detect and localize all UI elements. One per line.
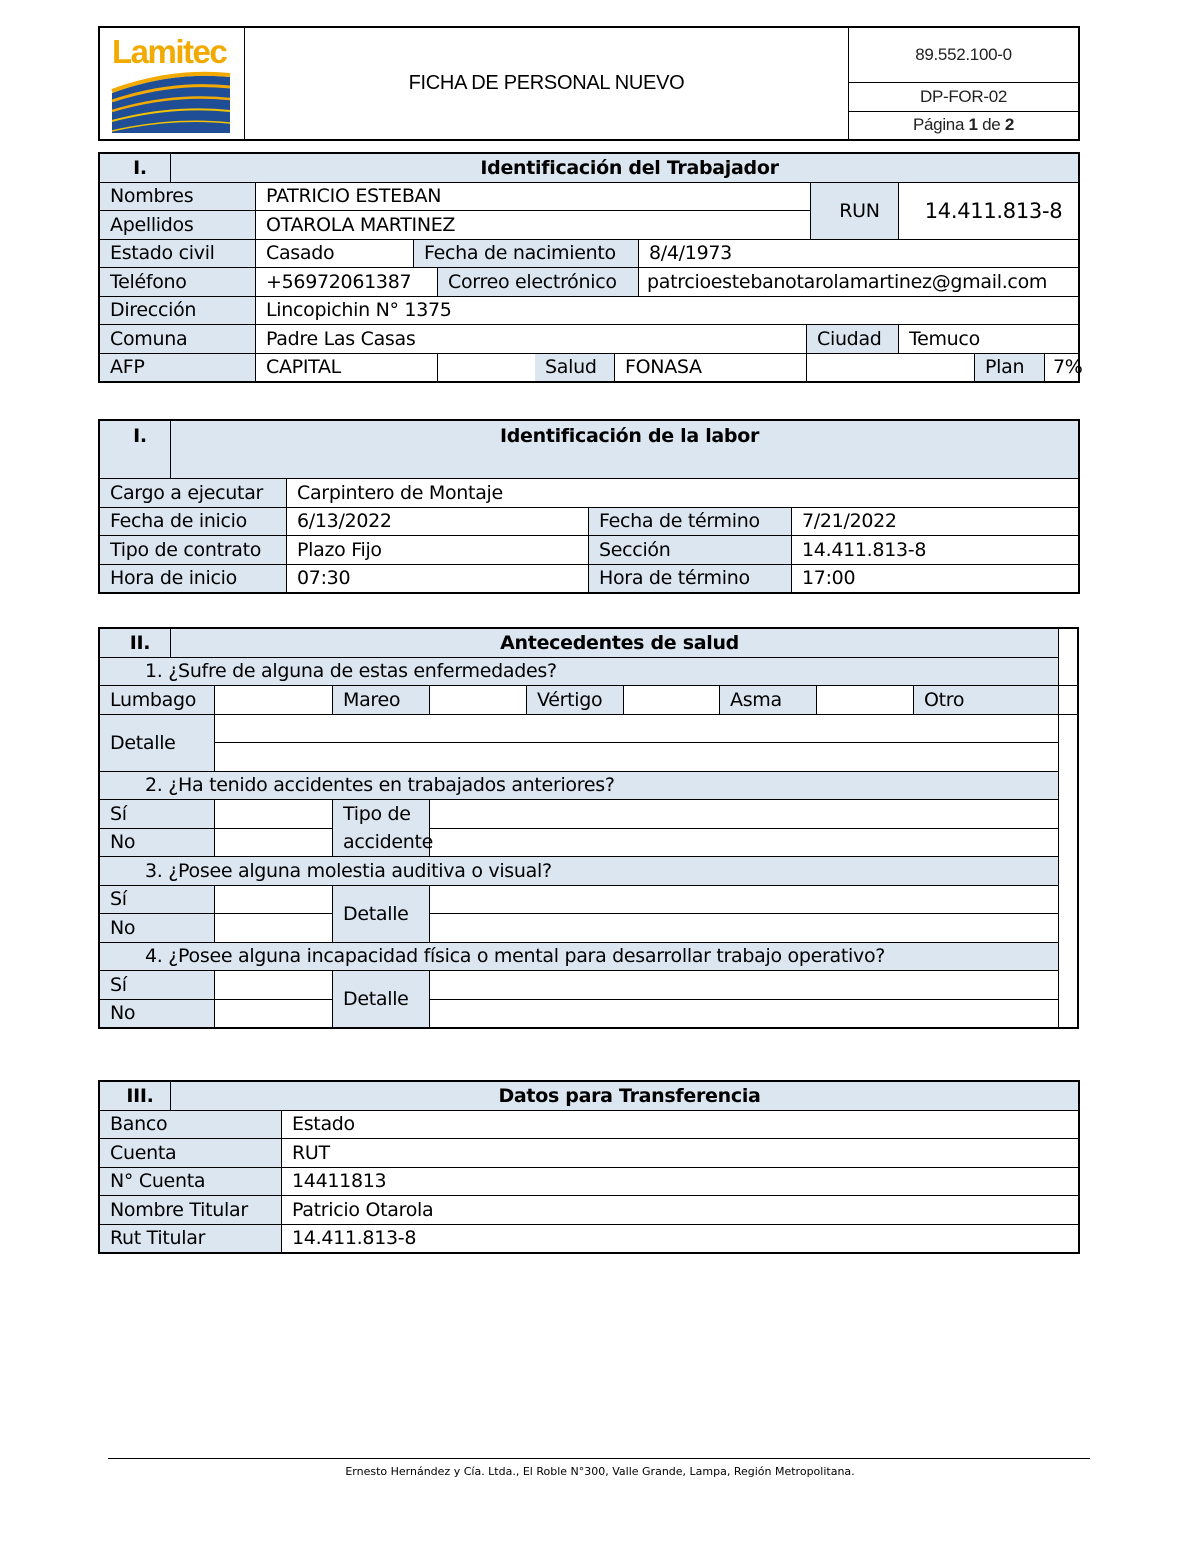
fecha-nacimiento-label: Fecha de nacimiento: [414, 239, 639, 268]
direccion-label: Dirección: [100, 296, 256, 325]
q3-no-input[interactable]: [215, 914, 333, 943]
nombre-titular-value: Patricio Otarola: [282, 1196, 1079, 1225]
seccion-value: 14.411.813-8: [792, 536, 1079, 565]
q2-si-label: Sí: [100, 800, 215, 829]
q4-si-input[interactable]: [215, 971, 333, 1000]
hora-inicio-label: Hora de inicio: [100, 564, 287, 593]
fecha-nacimiento-value: 8/4/1973: [639, 239, 1079, 268]
banco-label: Banco: [100, 1110, 282, 1139]
cuenta-label: Cuenta: [100, 1139, 282, 1168]
section-transfer: [99, 1081, 1079, 1253]
correo-label: Correo electrónico: [438, 268, 639, 297]
plan-value: 7%: [1045, 353, 1079, 382]
q3-si-label: Sí: [100, 885, 215, 914]
q4-no-input[interactable]: [215, 999, 333, 1028]
logo-cell: [100, 28, 245, 140]
detalle-input-2[interactable]: [215, 743, 1059, 772]
section-job-id: [99, 420, 1079, 593]
numero-cuenta-label: N° Cuenta: [100, 1167, 282, 1196]
tipo-accidente-input-1[interactable]: [430, 800, 1059, 829]
hora-termino-value: 17:00: [792, 564, 1079, 593]
q4-detalle-label: Detalle: [333, 971, 430, 1028]
section-title: Identificación del Trabajador: [171, 154, 1079, 183]
salud-value: FONASA: [625, 355, 702, 378]
apellidos-label: Apellidos: [100, 211, 256, 240]
hora-inicio-value: 07:30: [287, 564, 589, 593]
section-title: Datos para Transferencia: [171, 1082, 1079, 1111]
apellidos-value: OTAROLA MARTINEZ: [256, 211, 811, 240]
q3-detalle-input-1[interactable]: [430, 885, 1059, 914]
mareo-label: Mareo: [333, 686, 430, 715]
question-4: 4. ¿Posee alguna incapacidad física o mental para desarrollar trabajo operativo?: [100, 942, 1059, 971]
hora-termino-label: Hora de término: [589, 564, 792, 593]
estado-civil-value: Casado: [256, 239, 414, 268]
lumbago-label: Lumbago: [100, 686, 215, 715]
plan-label: Plan: [975, 353, 1045, 382]
logo-text: Lamitec: [112, 33, 227, 70]
telefono-label: Teléfono: [100, 268, 256, 297]
vertigo-input[interactable]: [624, 686, 720, 715]
cuenta-value: RUT: [282, 1139, 1079, 1168]
section-number: I.: [100, 421, 171, 479]
rut-titular-value: 14.411.813-8: [282, 1224, 1079, 1253]
q3-no-label: No: [100, 914, 215, 943]
salud-group: [438, 353, 807, 382]
afp-label: AFP: [100, 353, 256, 382]
q3-detalle-label: Detalle: [333, 885, 430, 942]
tipo-accidente-input-2[interactable]: [430, 828, 1059, 857]
fecha-inicio-value: 6/13/2022: [287, 507, 589, 536]
comuna-value: Padre Las Casas: [256, 325, 807, 354]
question-2: 2. ¿Ha tenido accidentes en trabajados anteriores?: [100, 771, 1059, 800]
asma-input[interactable]: [817, 686, 914, 715]
direccion-value: Lincopichin N° 1375: [256, 296, 1079, 325]
detalle-label: Detalle: [100, 714, 215, 771]
question-3: 3. ¿Posee alguna molestia auditiva o visual?: [100, 857, 1059, 886]
detalle-input-1[interactable]: [215, 714, 1059, 743]
estado-civil-label: Estado civil: [100, 239, 256, 268]
lumbago-input[interactable]: [215, 686, 333, 715]
fecha-termino-value: 7/21/2022: [792, 507, 1079, 536]
run-label: RUN: [811, 182, 899, 239]
asma-label: Asma: [720, 686, 817, 715]
section-title: Identificación de la labor: [171, 421, 1079, 479]
otro-input[interactable]: [1059, 686, 1078, 715]
tipo-contrato-label: Tipo de contrato: [100, 536, 287, 565]
logo-wave-icon: [112, 31, 230, 133]
question-1: 1. ¿Sufre de alguna de estas enfermedades?: [100, 657, 1059, 686]
fecha-termino-label: Fecha de término: [589, 507, 792, 536]
q2-no-input[interactable]: [215, 828, 333, 857]
section-number: I.: [100, 154, 171, 183]
rut-titular-label: Rut Titular: [100, 1224, 282, 1253]
seccion-label: Sección: [589, 536, 792, 565]
vertigo-label: Vértigo: [527, 686, 624, 715]
section-worker-id: [99, 153, 1083, 382]
nombres-label: Nombres: [100, 182, 256, 211]
page-indicator: Página 1 de 2: [849, 111, 1079, 140]
footer-divider: [108, 1458, 1090, 1459]
correo-value: patrcioestebanotarolamartinez@gmail.com: [639, 268, 1079, 297]
q2-si-input[interactable]: [215, 800, 333, 829]
q4-detalle-input-1[interactable]: [430, 971, 1059, 1000]
section-number: II.: [100, 629, 171, 658]
mareo-input[interactable]: [430, 686, 527, 715]
q3-detalle-input-2[interactable]: [430, 914, 1059, 943]
q4-no-label: No: [100, 999, 215, 1028]
company-logo: [112, 31, 230, 133]
nombre-titular-label: Nombre Titular: [100, 1196, 282, 1225]
comuna-label: Comuna: [100, 325, 256, 354]
q4-detalle-input-2[interactable]: [430, 999, 1059, 1028]
footer-address: Ernesto Hernández y Cía. Ltda., El Roble N°300, Valle Grande, Lampa, Región Metropolitana.: [345, 1465, 855, 1478]
run-value: 14.411.813-8: [899, 182, 1079, 239]
q2-no-label: No: [100, 828, 215, 857]
otro-label: Otro: [914, 686, 1059, 715]
q4-si-label: Sí: [100, 971, 215, 1000]
cargo-value: Carpintero de Montaje: [287, 479, 1079, 508]
ciudad-label: Ciudad: [807, 325, 899, 354]
document-title: FICHA DE PERSONAL NUEVO: [245, 28, 849, 140]
afp-value: CAPITAL: [256, 353, 438, 382]
q3-si-input[interactable]: [215, 885, 333, 914]
banco-value: Estado: [282, 1110, 1079, 1139]
document-code: DP-FOR-02: [849, 83, 1079, 112]
company-rut: 89.552.100-0: [849, 28, 1079, 83]
tipo-contrato-value: Plazo Fijo: [287, 536, 589, 565]
cargo-label: Cargo a ejecutar: [100, 479, 287, 508]
salud-label: Salud: [535, 354, 615, 382]
section-health: [99, 628, 1078, 1028]
section-number: III.: [100, 1082, 171, 1111]
numero-cuenta-value: 14411813: [282, 1167, 1079, 1196]
document-header: [99, 27, 1079, 140]
telefono-value: +56972061387: [256, 268, 438, 297]
section-title: Antecedentes de salud: [171, 629, 1059, 658]
fecha-inicio-label: Fecha de inicio: [100, 507, 287, 536]
ciudad-value: Temuco: [899, 325, 1079, 354]
tipo-accidente-label: Tipo de accidente: [333, 800, 430, 857]
nombres-value: PATRICIO ESTEBAN: [256, 182, 811, 211]
